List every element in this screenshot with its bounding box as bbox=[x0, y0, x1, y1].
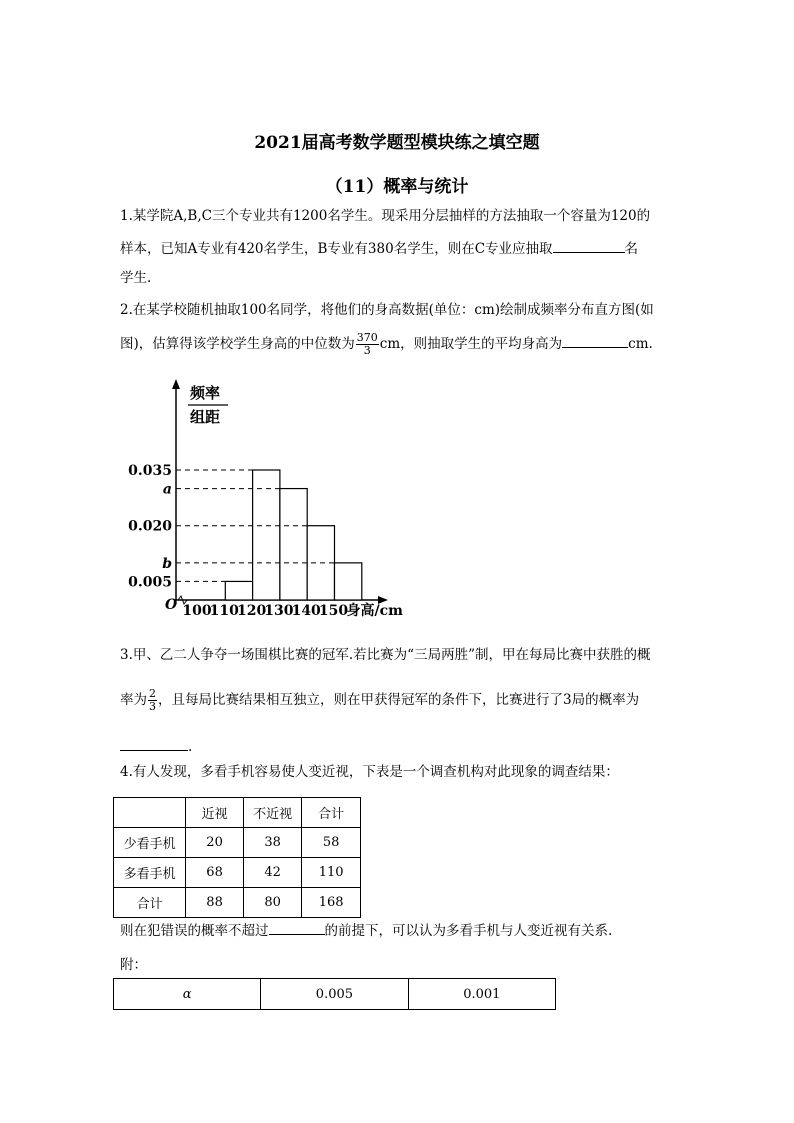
table-cell: 68 bbox=[186, 858, 244, 888]
question-2-text-2: cm，则抽取学生的平均身高为 bbox=[379, 336, 563, 352]
answer-blank-1 bbox=[553, 238, 625, 253]
histogram-bar bbox=[225, 581, 252, 600]
median-numerator: 370 bbox=[356, 331, 378, 344]
table-row bbox=[114, 858, 361, 888]
median-denominator: 3 bbox=[363, 344, 371, 357]
table-header-cell: 合计 bbox=[302, 798, 361, 828]
x-tick-label: 110 bbox=[209, 603, 239, 619]
answer-blank-4 bbox=[269, 920, 325, 935]
question-4-text: 则在犯错误的概率不超过 bbox=[120, 923, 269, 939]
y-tick-label: b bbox=[162, 555, 172, 572]
question-2-text: 图)，估算得该学校学生身高的中位数为 bbox=[120, 336, 355, 352]
question-2-line-1: 2.在某学校随机抽取100名同学，将他们的身高数据(单位：cm)绘制成频率分布直方图(如 bbox=[120, 302, 654, 318]
table-header-cell: 近视 bbox=[186, 798, 244, 828]
question-4-line-2 bbox=[120, 920, 612, 941]
y-axis-arrow bbox=[172, 379, 180, 389]
answer-blank-3 bbox=[120, 736, 188, 751]
table-header-cell bbox=[114, 798, 186, 828]
question-4-text-2: 的前提下，可以认为多看手机与人变近视有关系. bbox=[324, 923, 613, 939]
question-1-line-3: 学生. bbox=[120, 270, 152, 286]
answer-blank-2 bbox=[562, 333, 628, 348]
x-tick-label: 140 bbox=[291, 603, 321, 619]
origin-label: O bbox=[165, 597, 178, 613]
question-4-line-1: 4.有人发现，多看手机容易使人变近视，下表是一个调查机构对此现象的调查结果： bbox=[120, 764, 619, 780]
histogram-bar bbox=[280, 489, 307, 600]
frequency-histogram bbox=[120, 375, 460, 620]
table-cell: 42 bbox=[243, 858, 302, 888]
question-3-end: . bbox=[188, 739, 193, 755]
table-row bbox=[114, 979, 556, 1010]
probability-denominator: 3 bbox=[149, 700, 156, 713]
table-cell: 88 bbox=[186, 888, 244, 918]
histogram-bar bbox=[253, 470, 280, 600]
x-axis-label: 身高/cm bbox=[346, 603, 403, 619]
y-tick-label: a bbox=[162, 481, 172, 498]
table-cell: 80 bbox=[243, 888, 302, 918]
y-tick-label: 0.035 bbox=[128, 463, 172, 479]
page-title: 2021届高考数学题型模块练之填空题 bbox=[254, 133, 540, 153]
probability-fraction bbox=[148, 688, 157, 713]
question-1-text: 样本，已知A专业有420名学生，B专业有380名学生，则在C专业应抽取 bbox=[120, 241, 553, 257]
question-1-line-1: 1.某学院A,B,C三个专业共有1200名学生。现采用分层抽样的方法抽取一个容量为120的 bbox=[120, 208, 651, 224]
probability-numerator: 2 bbox=[149, 687, 156, 700]
y-axis-label-bottom: 组距 bbox=[190, 408, 221, 426]
question-3-line-3 bbox=[120, 736, 192, 757]
appendix-label: 附： bbox=[120, 957, 147, 973]
y-tick-label: 0.005 bbox=[128, 574, 172, 591]
table-cell: 0.001 bbox=[408, 979, 555, 1010]
x-tick-label: 100 bbox=[182, 603, 212, 619]
question-1-unit: 名 bbox=[624, 241, 639, 257]
table-row bbox=[114, 888, 361, 918]
survey-table bbox=[113, 797, 361, 918]
page-subtitle: （11）概率与统计 bbox=[325, 177, 469, 197]
question-3-line-2 bbox=[120, 688, 639, 713]
median-fraction bbox=[356, 332, 379, 357]
table-cell: 58 bbox=[302, 828, 361, 858]
table-row bbox=[114, 828, 361, 858]
y-axis-label-top: 频率 bbox=[190, 384, 221, 402]
table-cell: 168 bbox=[302, 888, 361, 918]
table-header-row bbox=[114, 798, 361, 828]
table-cell: 38 bbox=[243, 828, 302, 858]
x-tick-label: 150 bbox=[318, 603, 349, 619]
question-3-text: 率为 bbox=[120, 692, 147, 708]
appendix-table bbox=[113, 978, 556, 1010]
question-3-line-1: 3.甲、乙二人争夺一场围棋比赛的冠军.若比赛为“三局两胜”制，甲在每局比赛中获胜的概 bbox=[120, 647, 651, 663]
question-2-unit: cm. bbox=[628, 336, 653, 352]
histogram-bar bbox=[335, 563, 362, 600]
table-cell: 多看手机 bbox=[114, 858, 186, 888]
table-cell: 少看手机 bbox=[114, 828, 186, 858]
question-2-line-2 bbox=[120, 332, 653, 357]
x-tick-label: 130 bbox=[264, 603, 294, 619]
table-header-cell: 不近视 bbox=[243, 798, 302, 828]
table-cell: 110 bbox=[302, 858, 361, 888]
table-cell: α bbox=[114, 979, 261, 1010]
table-cell: 20 bbox=[186, 828, 244, 858]
table-cell: 合计 bbox=[114, 888, 186, 918]
question-3-text-2: ，且每局比赛结果相互独立，则在甲获得冠军的条件下，比赛进行了3局的概率为 bbox=[158, 692, 640, 708]
question-1-line-2 bbox=[120, 238, 638, 259]
table-cell: 0.005 bbox=[261, 979, 408, 1010]
x-tick-label: 120 bbox=[236, 603, 267, 619]
y-tick-label: 0.020 bbox=[128, 518, 172, 535]
